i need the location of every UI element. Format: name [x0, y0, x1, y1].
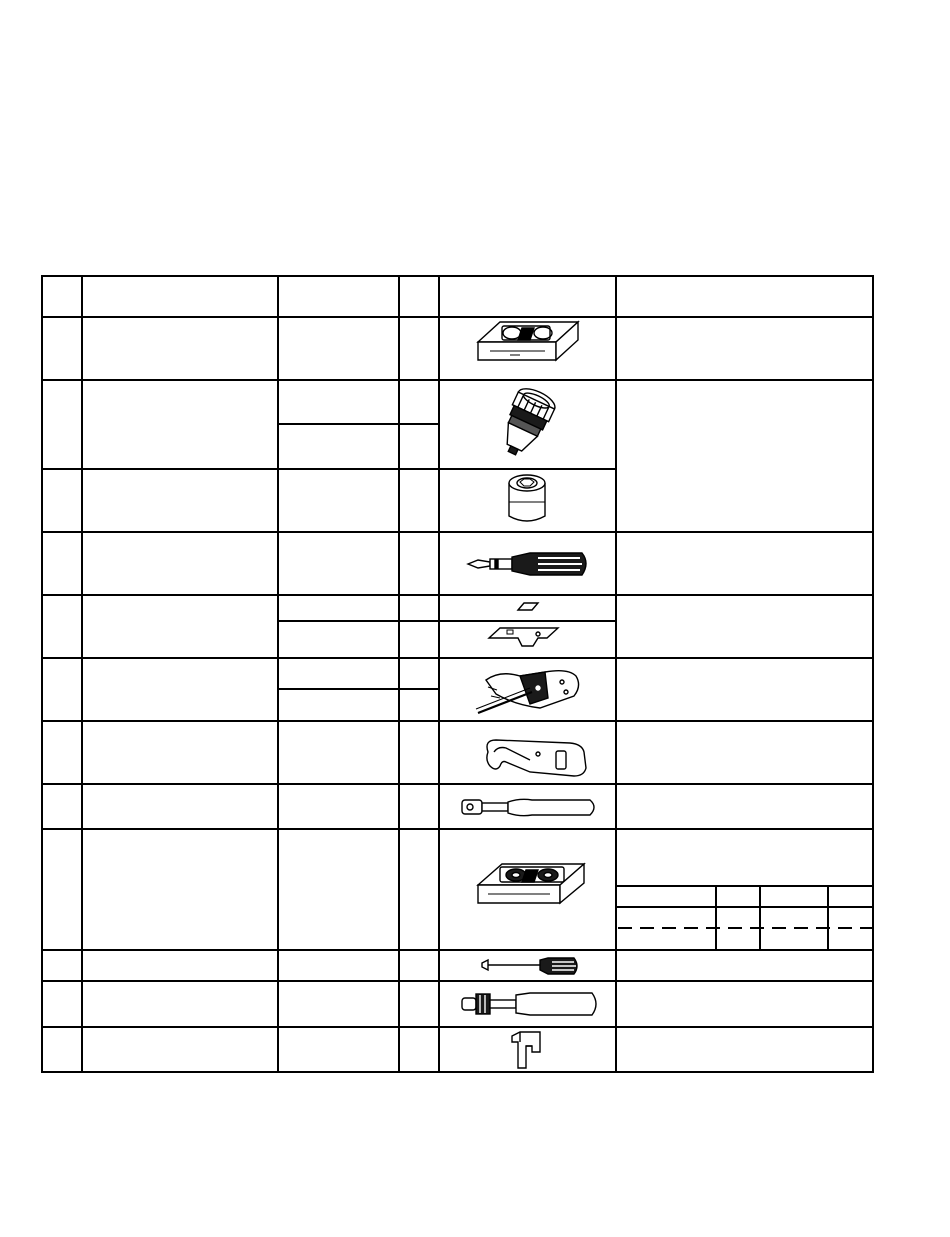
cassette-icon [478, 322, 578, 360]
hook-tool-icon [487, 740, 586, 776]
table-grid [42, 276, 873, 1072]
remarks-subtable [616, 886, 873, 950]
torque-gauge-icon [494, 384, 559, 462]
driver-handle-icon [462, 799, 594, 815]
alignment-cassette-icon [478, 864, 584, 903]
clip-jig-icon [512, 1032, 540, 1068]
socket-adaptor-icon [509, 475, 545, 521]
table-border [42, 276, 873, 1072]
screwdriver-icon [468, 553, 586, 575]
height-gauge-icon [489, 603, 558, 646]
adjust-driver-icon [462, 993, 596, 1015]
tension-tool-icon [476, 671, 579, 713]
slim-screwdriver-icon [482, 958, 577, 974]
